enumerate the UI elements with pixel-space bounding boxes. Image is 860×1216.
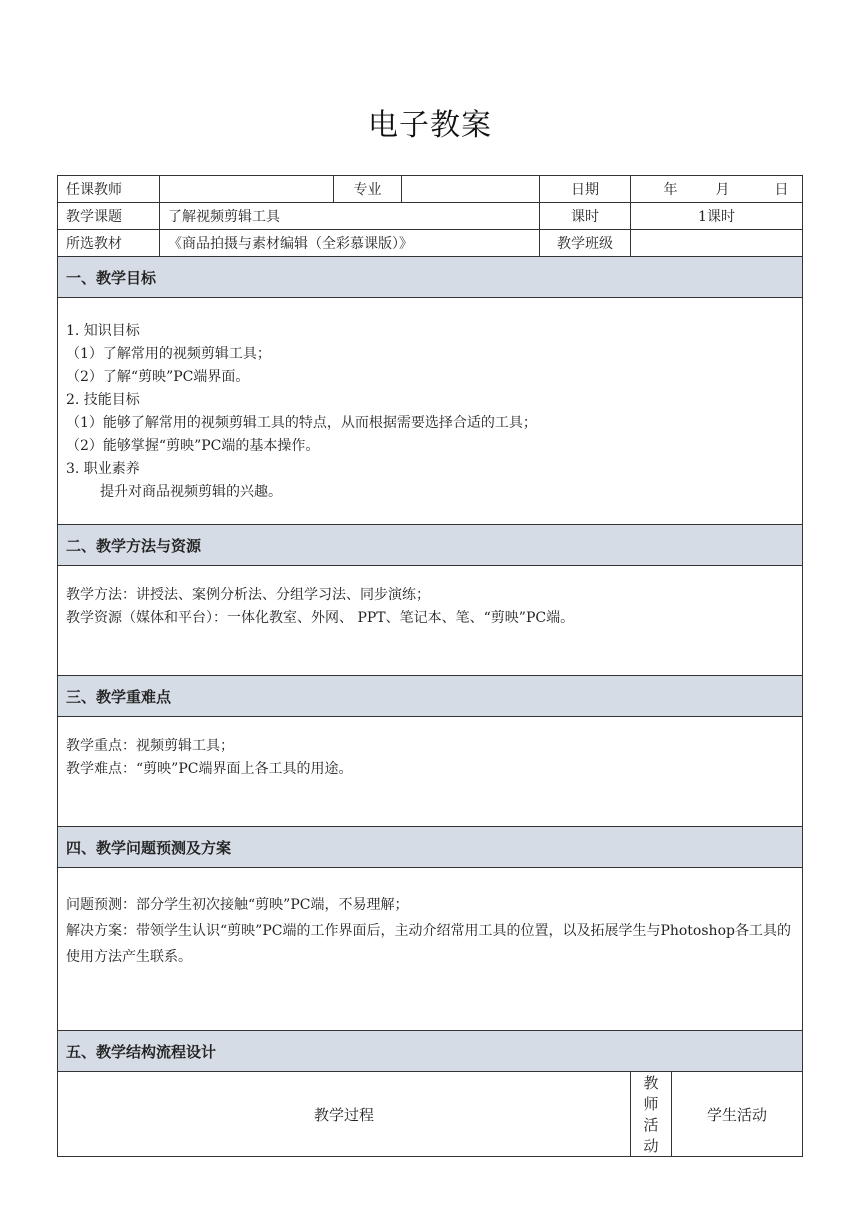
section-2-header bbox=[58, 525, 803, 566]
content-line: （2）能够掌握“剪映”PC端的基本操作。 bbox=[66, 438, 320, 454]
date-year: 年 bbox=[663, 182, 678, 198]
section-5-header bbox=[58, 1031, 803, 1072]
content-line: 教学资源（媒体和平台）：一体化教室、外网、 PPT、笔记本、笔、“剪映”PC端。 bbox=[66, 610, 575, 626]
teacher-value bbox=[160, 176, 334, 203]
major-label: 专业 bbox=[334, 176, 402, 203]
teacher-activity-column-header: 教师活动 bbox=[631, 1072, 672, 1157]
content-line: 提升对商品视频剪辑的兴趣。 bbox=[100, 484, 282, 500]
content-line: 教学重点：视频剪辑工具； bbox=[66, 738, 234, 754]
date-day: 日 bbox=[774, 182, 789, 198]
info-row-1 bbox=[58, 176, 803, 203]
content-line: （1）能够了解常用的视频剪辑工具的特点，从而根据需要选择合适的工具； bbox=[66, 415, 537, 431]
topic-label: 教学课题 bbox=[58, 203, 160, 230]
section-1-body bbox=[58, 298, 803, 525]
content-line: 教学方法：讲授法、案例分析法、分组学习法、同步演练； bbox=[66, 587, 430, 603]
textbook-value: 《商品拍摄与素材编辑（全彩慕课版）》 bbox=[160, 230, 540, 257]
student-activity-column-header: 学生活动 bbox=[672, 1072, 803, 1157]
section-heading: 一、教学目标 bbox=[58, 257, 803, 298]
section-3-body bbox=[58, 717, 803, 827]
page-title: 电子教案 bbox=[368, 108, 492, 143]
major-value bbox=[402, 176, 540, 203]
topic-value: 了解视频剪辑工具 bbox=[160, 203, 540, 230]
flow-header-row bbox=[58, 1072, 803, 1157]
content-line: 2. 技能目标 bbox=[66, 392, 140, 408]
hours-label: 课时 bbox=[540, 203, 631, 230]
lesson-plan-table bbox=[57, 175, 803, 1157]
content-line: 1. 知识目标 bbox=[66, 323, 140, 339]
class-label: 教学班级 bbox=[540, 230, 631, 257]
info-row-3 bbox=[58, 230, 803, 257]
section-heading: 四、教学问题预测及方案 bbox=[58, 827, 803, 868]
teacher-label: 任课教师 bbox=[58, 176, 160, 203]
section-3-header bbox=[58, 676, 803, 717]
info-row-2 bbox=[58, 203, 803, 230]
class-value bbox=[631, 230, 803, 257]
content-line: 3. 职业素养 bbox=[66, 461, 140, 477]
section-4-header bbox=[58, 827, 803, 868]
section-heading: 二、教学方法与资源 bbox=[58, 525, 803, 566]
content-line: （2）了解“剪映”PC端界面。 bbox=[66, 369, 250, 385]
date-month: 月 bbox=[715, 182, 730, 198]
section-heading: 五、教学结构流程设计 bbox=[58, 1031, 803, 1072]
content-line: （1）了解常用的视频剪辑工具； bbox=[66, 346, 271, 362]
section-heading: 三、教学重难点 bbox=[58, 676, 803, 717]
content-line: 问题预测：部分学生初次接触“剪映”PC端，不易理解； bbox=[66, 897, 409, 913]
date-value bbox=[631, 176, 803, 203]
process-column-header: 教学过程 bbox=[58, 1072, 631, 1157]
section-4-body bbox=[58, 868, 803, 1031]
hours-value: 1课时 bbox=[631, 203, 803, 230]
section-2-body bbox=[58, 566, 803, 676]
textbook-label: 所选教材 bbox=[58, 230, 160, 257]
section-1-header bbox=[58, 257, 803, 298]
content-line: 解决方案：带领学生认识“剪映”PC端的工作界面后，主动介绍常用工具的位置，以及拓展学生与Photoshop各工具的使用方法产生联系。 bbox=[66, 923, 791, 965]
content-line: 教学难点：“剪映”PC端界面上各工具的用途。 bbox=[66, 761, 353, 777]
date-label: 日期 bbox=[540, 176, 631, 203]
